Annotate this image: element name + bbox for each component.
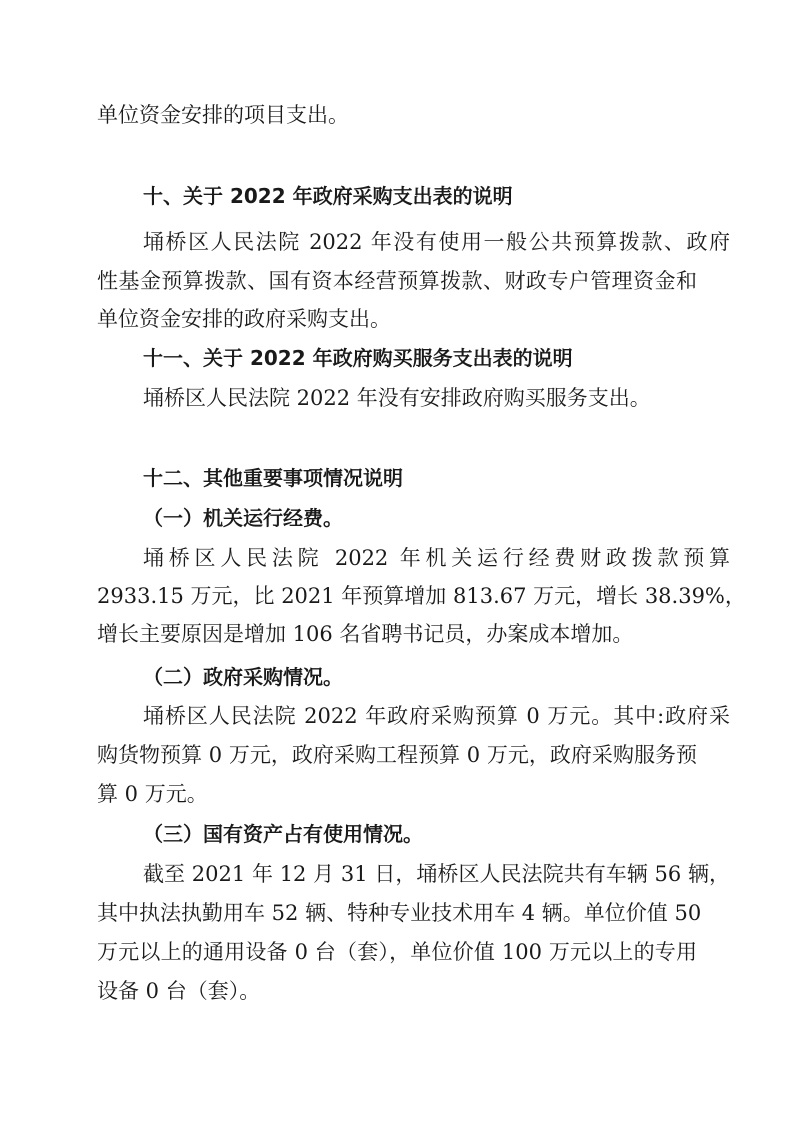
paragraph-line: 埇桥区人民法院 2022 年没有安排政府购买服务支出。 (143, 386, 651, 410)
paragraph-line: 算 0 万元。 (97, 782, 208, 806)
paragraph-line: 其中执法执勤用车 52 辆、特种专业技术用车 4 辆。单位价值 50 (97, 901, 702, 925)
section-heading-11: 十一、关于 2022 年政府购买服务支出表的说明 (143, 346, 573, 370)
paragraph-line: 购货物预算 0 万元，政府采购工程预算 0 万元，政府采购服务预 (97, 743, 697, 767)
paragraph-line: 增长主要原因是增加 106 名省聘书记员，办案成本增加。 (97, 622, 634, 646)
subsection-heading-3: （三）国有资产占有使用情况。 (143, 822, 423, 846)
subsection-heading-2: （二）政府采购情况。 (143, 665, 343, 689)
section-heading-10: 十、关于 2022 年政府采购支出表的说明 (143, 184, 513, 208)
paragraph-line: 2933.15 万元，比 2021 年预算增加 813.67 万元，增长 38.39%， (97, 584, 746, 608)
paragraph-line: 埇桥区人民法院 2022 年没有使用一般公共预算拨款、政府 (143, 230, 730, 254)
paragraph-line: 设备 0 台（套）。 (97, 979, 261, 1003)
paragraph-line: 万元以上的通用设备 0 台（套），单位价值 100 万元以上的专用 (97, 940, 697, 964)
paragraph-line: 单位资金安排的政府采购支出。 (97, 307, 391, 331)
paragraph-line: 埇桥区人民法院 2022 年政府采购预算 0 万元。其中:政府采 (143, 704, 730, 728)
paragraph-line: 单位资金安排的项目支出。 (97, 103, 349, 127)
paragraph-line: 性基金预算拨款、国有资本经营预算拨款、财政专户管理资金和 (97, 269, 697, 293)
paragraph-line: 埇桥区人民法院 2022 年机关运行经费财政拨款预算 (143, 546, 730, 570)
section-heading-12: 十二、其他重要事项情况说明 (143, 466, 403, 490)
paragraph-line: 截至 2021 年 12 月 31 日，埇桥区人民法院共有车辆 56 辆， (143, 862, 730, 886)
subsection-heading-1: （一）机关运行经费。 (143, 506, 343, 530)
